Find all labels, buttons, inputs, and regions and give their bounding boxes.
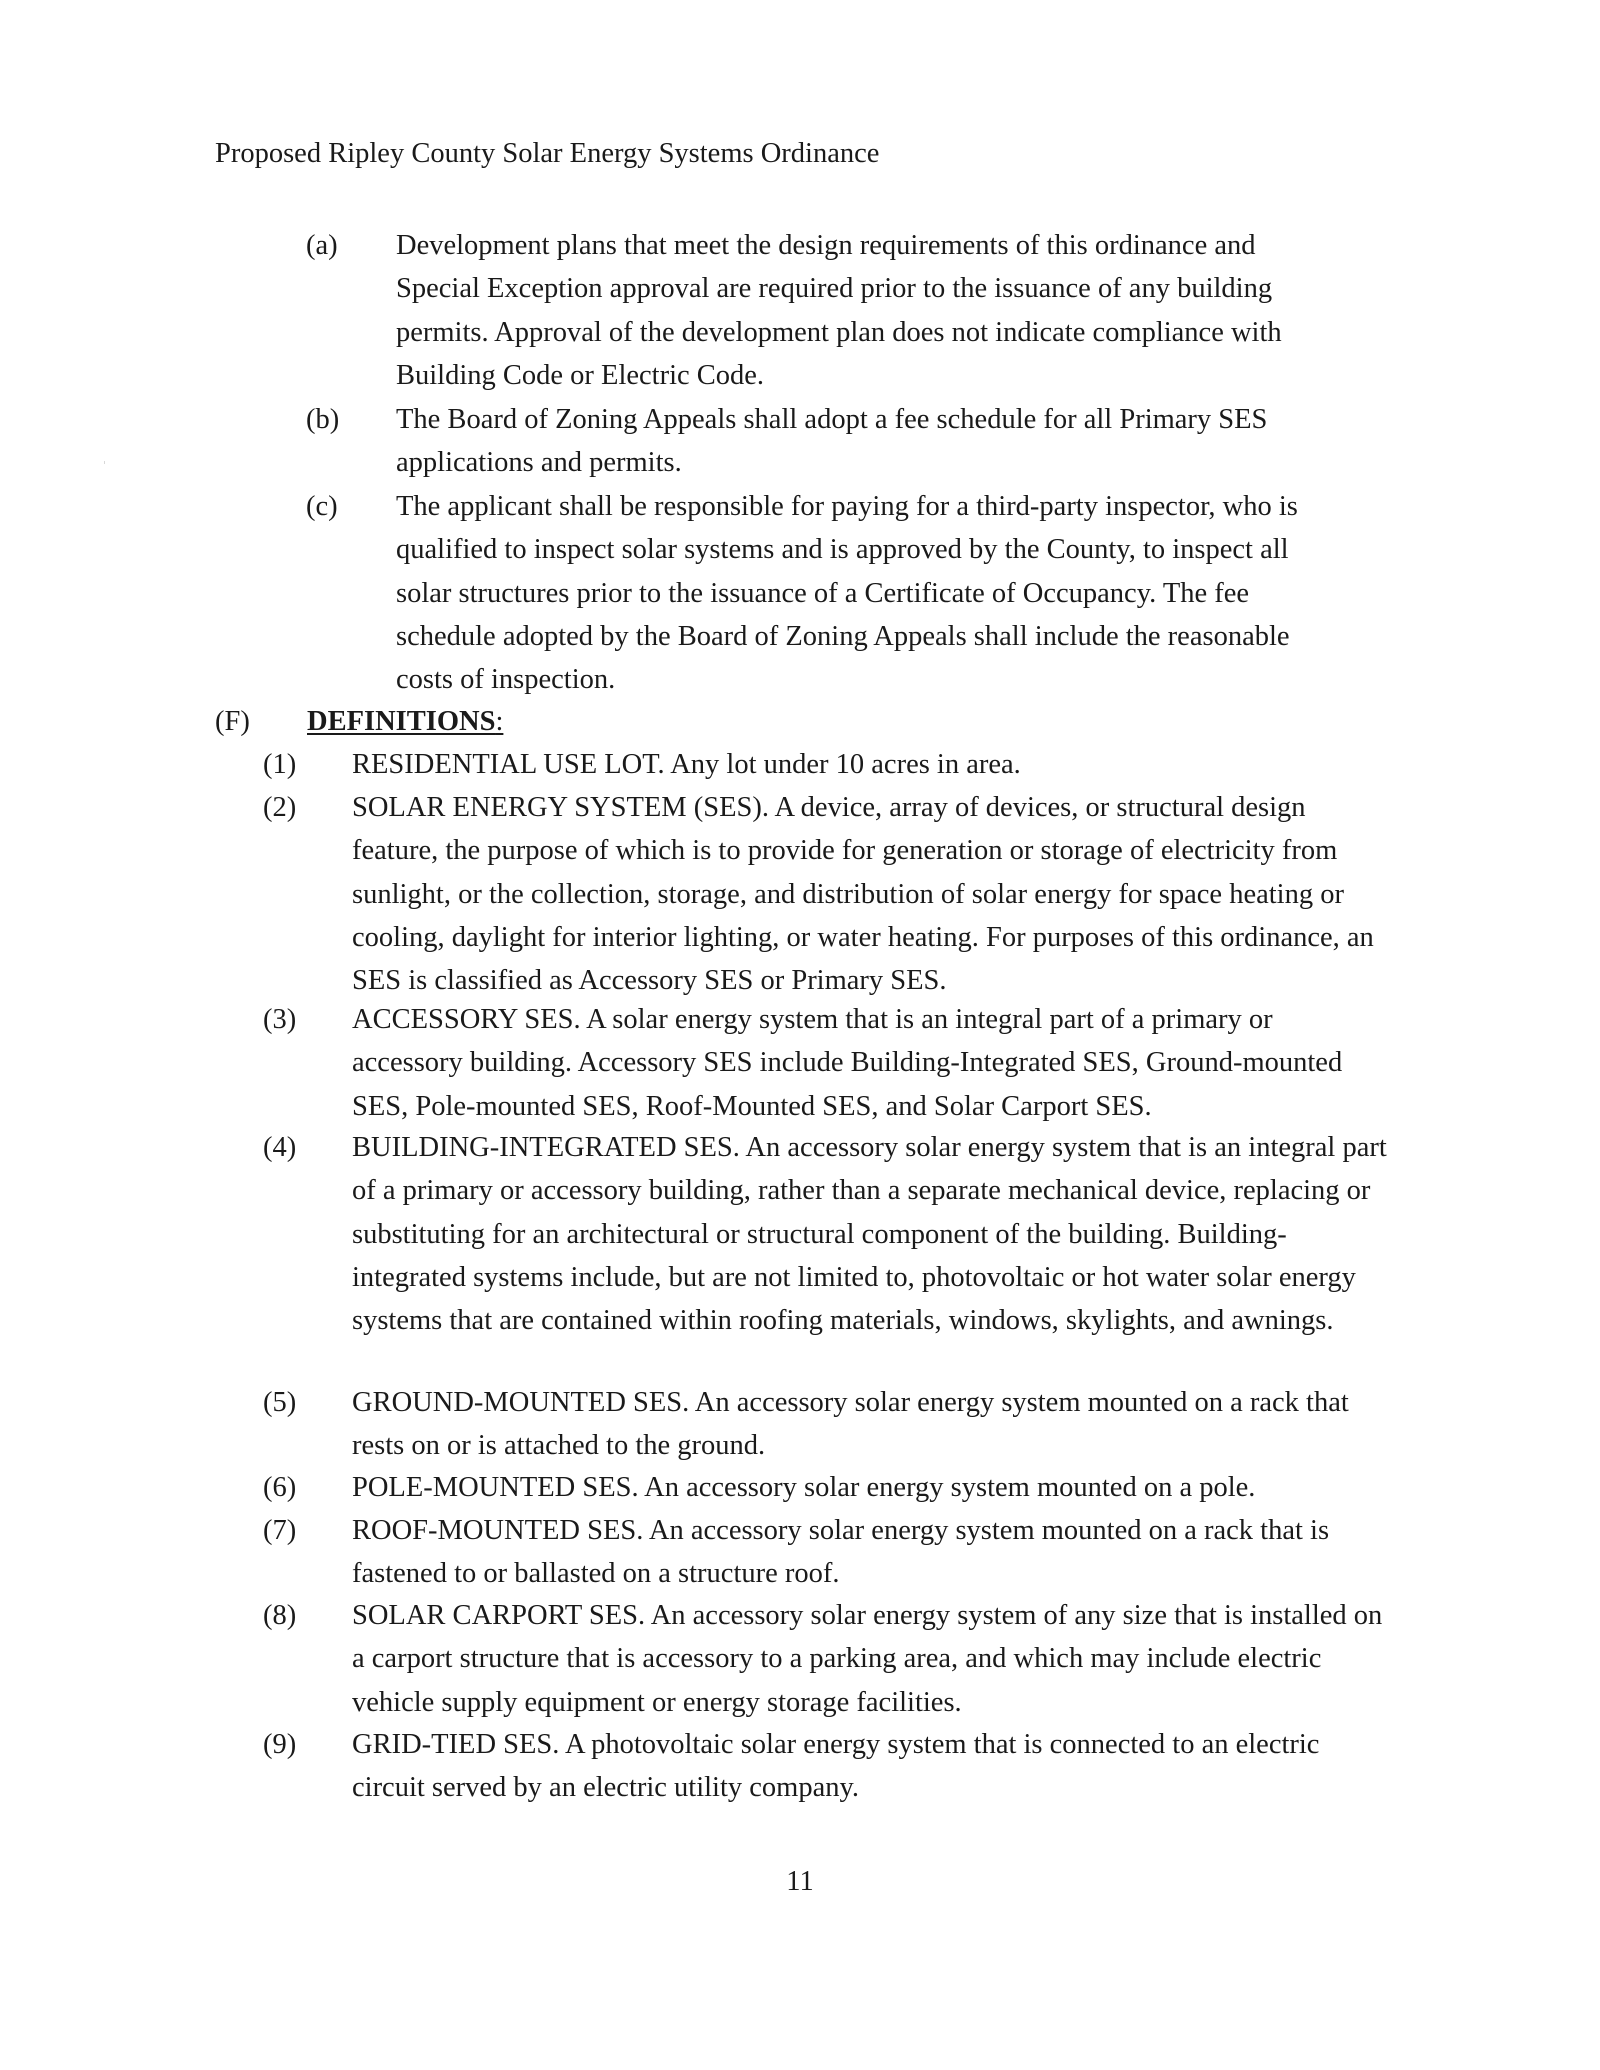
definition-label: (7) <box>263 1515 297 1546</box>
definition-text: POLE-MOUNTED SES. An accessory solar energy system mounted on a pole. <box>352 1472 1256 1503</box>
page-number: 11 <box>786 1866 814 1897</box>
subitem-label: (b) <box>306 404 340 435</box>
definition-label: (4) <box>263 1132 297 1163</box>
definition-label: (3) <box>263 1004 297 1035</box>
running-header: Proposed Ripley County Solar Energy Systems Ordinance <box>215 138 880 169</box>
subitem-text: The Board of Zoning Appeals shall adopt a fee schedule for all Primary SES applications and permits. <box>396 404 1268 479</box>
subitem-text: Development plans that meet the design requirements of this ordinance and Special Exception approval are required prior to the issuance of any building permits. Approval of the development plan does not indicate compliance with Building Code or Electric Code. <box>396 230 1282 391</box>
definition-label: (5) <box>263 1387 297 1418</box>
subitem-label: (c) <box>306 491 338 522</box>
subitem-label: (a) <box>306 230 338 261</box>
subitem-b <box>0 398 1600 486</box>
definition-text: BUILDING-INTEGRATED SES. An accessory solar energy system that is an integral part of a primary or accessory building, rather than a separate mechanical device, replacing or substituting for an architectural or structural component of the building. Building- integrated systems include, but are not limited to, photovoltaic or hot water solar energy systems that are contained within roofing materials, windows, skylights, and awnings. <box>352 1132 1387 1337</box>
subitem-c <box>0 485 1600 705</box>
definition-text: GROUND-MOUNTED SES. An accessory solar energy system mounted on a rack that rests on or is attached to the ground. <box>352 1387 1349 1462</box>
section-title <box>307 700 503 743</box>
definition-text: SOLAR ENERGY SYSTEM (SES). A device, array of devices, or structural design feature, the purpose of which is to provide for generation or storage of electricity from sunlight, or the collection, storage, and distribution of solar energy for space heating or cooling, daylight for interior lighting, or water heating. For purposes of this ordinance, an SES is classified as Accessory SES or Primary SES. <box>352 792 1374 997</box>
definition-text: SOLAR CARPORT SES. An accessory solar energy system of any size that is installed on a carport structure that is accessory to a parking area, and which may include electric vehicle supply equipment or energy storage facilities. <box>352 1600 1383 1718</box>
subitem-text: The applicant shall be responsible for paying for a third-party inspector, who is qualified to inspect solar systems and is approved by the County, to inspect all solar structures prior to the issuance of a Certificate of Occupancy. The fee schedule adopted by the Board of Zoning Appeals shall include the reasonable costs of inspection. <box>396 491 1298 696</box>
section-title-text: DEFINITIONS <box>307 706 496 737</box>
section-label: (F) <box>215 706 250 737</box>
definition-label: (1) <box>263 749 297 780</box>
definition-text: GRID-TIED SES. A photovoltaic solar energy system that is connected to an electric circuit served by an electric utility company. <box>352 1729 1320 1804</box>
definition-text: RESIDENTIAL USE LOT. Any lot under 10 acres in area. <box>352 749 1021 780</box>
definition-label: (9) <box>263 1729 297 1760</box>
definition-text: ACCESSORY SES. A solar energy system that is an integral part of a primary or accessory building. Accessory SES include Building-Integrated SES, Ground-mounted SES, Pole-mounted SES, Roof-Mounted SES, and Solar Carport SES. <box>352 1004 1343 1122</box>
subitem-a <box>0 224 1600 399</box>
definition-text: ROOF-MOUNTED SES. An accessory solar energy system mounted on a rack that is fastened to or ballasted on a structure roof. <box>352 1515 1330 1590</box>
section-title-colon: : <box>495 706 504 737</box>
definition-label: (8) <box>263 1600 297 1631</box>
definition-label: (6) <box>263 1472 297 1503</box>
definition-label: (2) <box>263 792 297 823</box>
